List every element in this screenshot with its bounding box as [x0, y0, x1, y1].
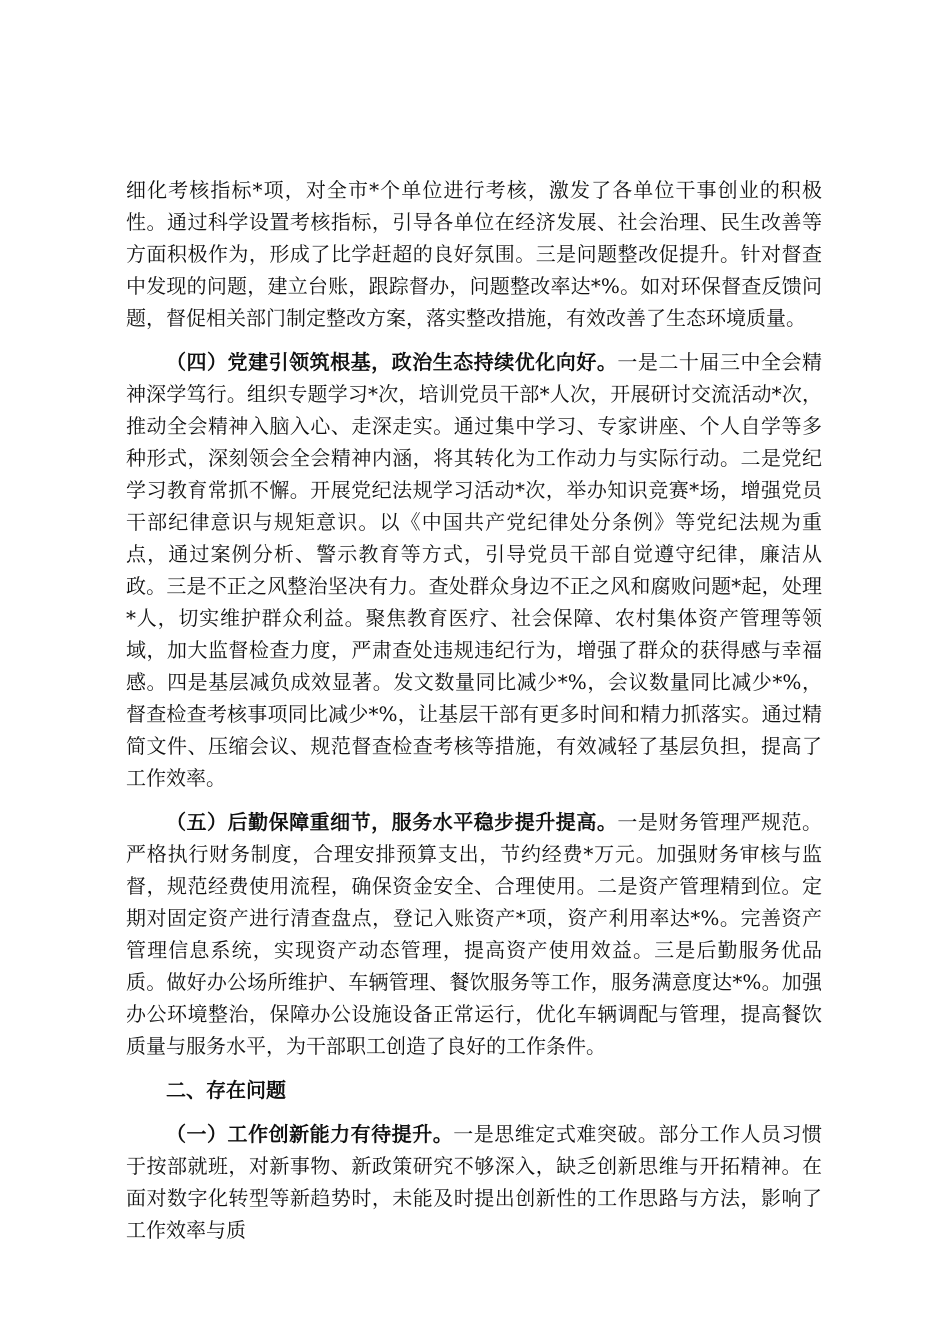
- document-body: [126, 174, 822, 1258]
- paragraph-text: 一是思维定式难突破。部分工作人员习惯于按部就班，对新事物、新政策研究不够深入，缺乏创新思维与开拓精神。在面对数字化转型等新趋势时，未能及时提出创新性的工作思路与方法，影响了工作效率与质: [126, 1122, 823, 1242]
- paragraph-continued: [126, 174, 822, 334]
- paragraph-lead: （四）党建引领筑根基，政治生态持续优化向好。: [166, 350, 618, 374]
- paragraph-party-building: [126, 346, 822, 794]
- paragraph-logistics: [126, 806, 822, 1062]
- paragraph-innovation: [126, 1118, 822, 1246]
- paragraph-text: 一是财务管理严规范。严格执行财务制度，合理安排预算支出，节约经费*万元。加强财务审核与监督，规范经费使用流程，确保资金安全、合理使用。二是资产管理精到位。定期对固定资产进行清查盘点，登记入账资产*项，资产利用率达*%。完善资产管理信息系统，实现资产动态管理，提高资产使用效益。三是后勤服务优品质。做好办公场所维护、车辆管理、餐饮服务等工作，服务满意度达*%。加强办公环境整治，保障办公设施设备正常运行，优化车辆调配与管理，提高餐饮质量与服务水平，为干部职工创造了良好的工作条件。: [126, 810, 823, 1058]
- paragraph-text: 细化考核指标*项，对全市*个单位进行考核，激发了各单位干事创业的积极性。通过科学设置考核指标，引导各单位在经济发展、社会治理、民生改善等方面积极作为，形成了比学赶超的良好氛围。三是问题整改促提升。针对督查中发现的问题，建立台账，跟踪督办，问题整改率达*%。如对环保督查反馈问题，督促相关部门制定整改方案，落实整改措施，有效改善了生态环境质量。: [126, 178, 822, 330]
- section-heading: 二、存在问题: [166, 1078, 286, 1102]
- paragraph-text: 一是二十届三中全会精神深学笃行。组织专题学习*次，培训党员干部*人次，开展研讨交流活动*次，推动全会精神入脑入心、走深走实。通过集中学习、专家讲座、个人自学等多种形式，深刻领会全会精神内涵，将其转化为工作动力与实际行动。二是党纪学习教育常抓不懈。开展党纪法规学习活动*次，举办知识竞赛*场，增强党员干部纪律意识与规矩意识。以《中国共产党纪律处分条例》等党纪法规为重点，通过案例分析、警示教育等方式，引导党员干部自觉遵守纪律，廉洁从政。三是不正之风整治坚决有力。查处群众身边不正之风和腐败问题*起，处理*人，切实维护群众利益。聚焦教育医疗、社会保障、农村集体资产管理等领域，加大监督检查力度，严肃查处违规违纪行为，增强了群众的获得感与幸福感。四是基层减负成效显著。发文数量同比减少*%，会议数量同比减少*%，督查检查考核事项同比减少*%，让基层干部有更多时间和精力抓落实。通过精简文件、压缩会议、规范督查检查考核等措施，有效减轻了基层负担，提高了工作效率。: [126, 350, 823, 790]
- paragraph-lead: （一）工作创新能力有待提升。: [166, 1122, 454, 1146]
- paragraph-lead: （五）后勤保障重细节，服务水平稳步提升提高。: [166, 810, 618, 834]
